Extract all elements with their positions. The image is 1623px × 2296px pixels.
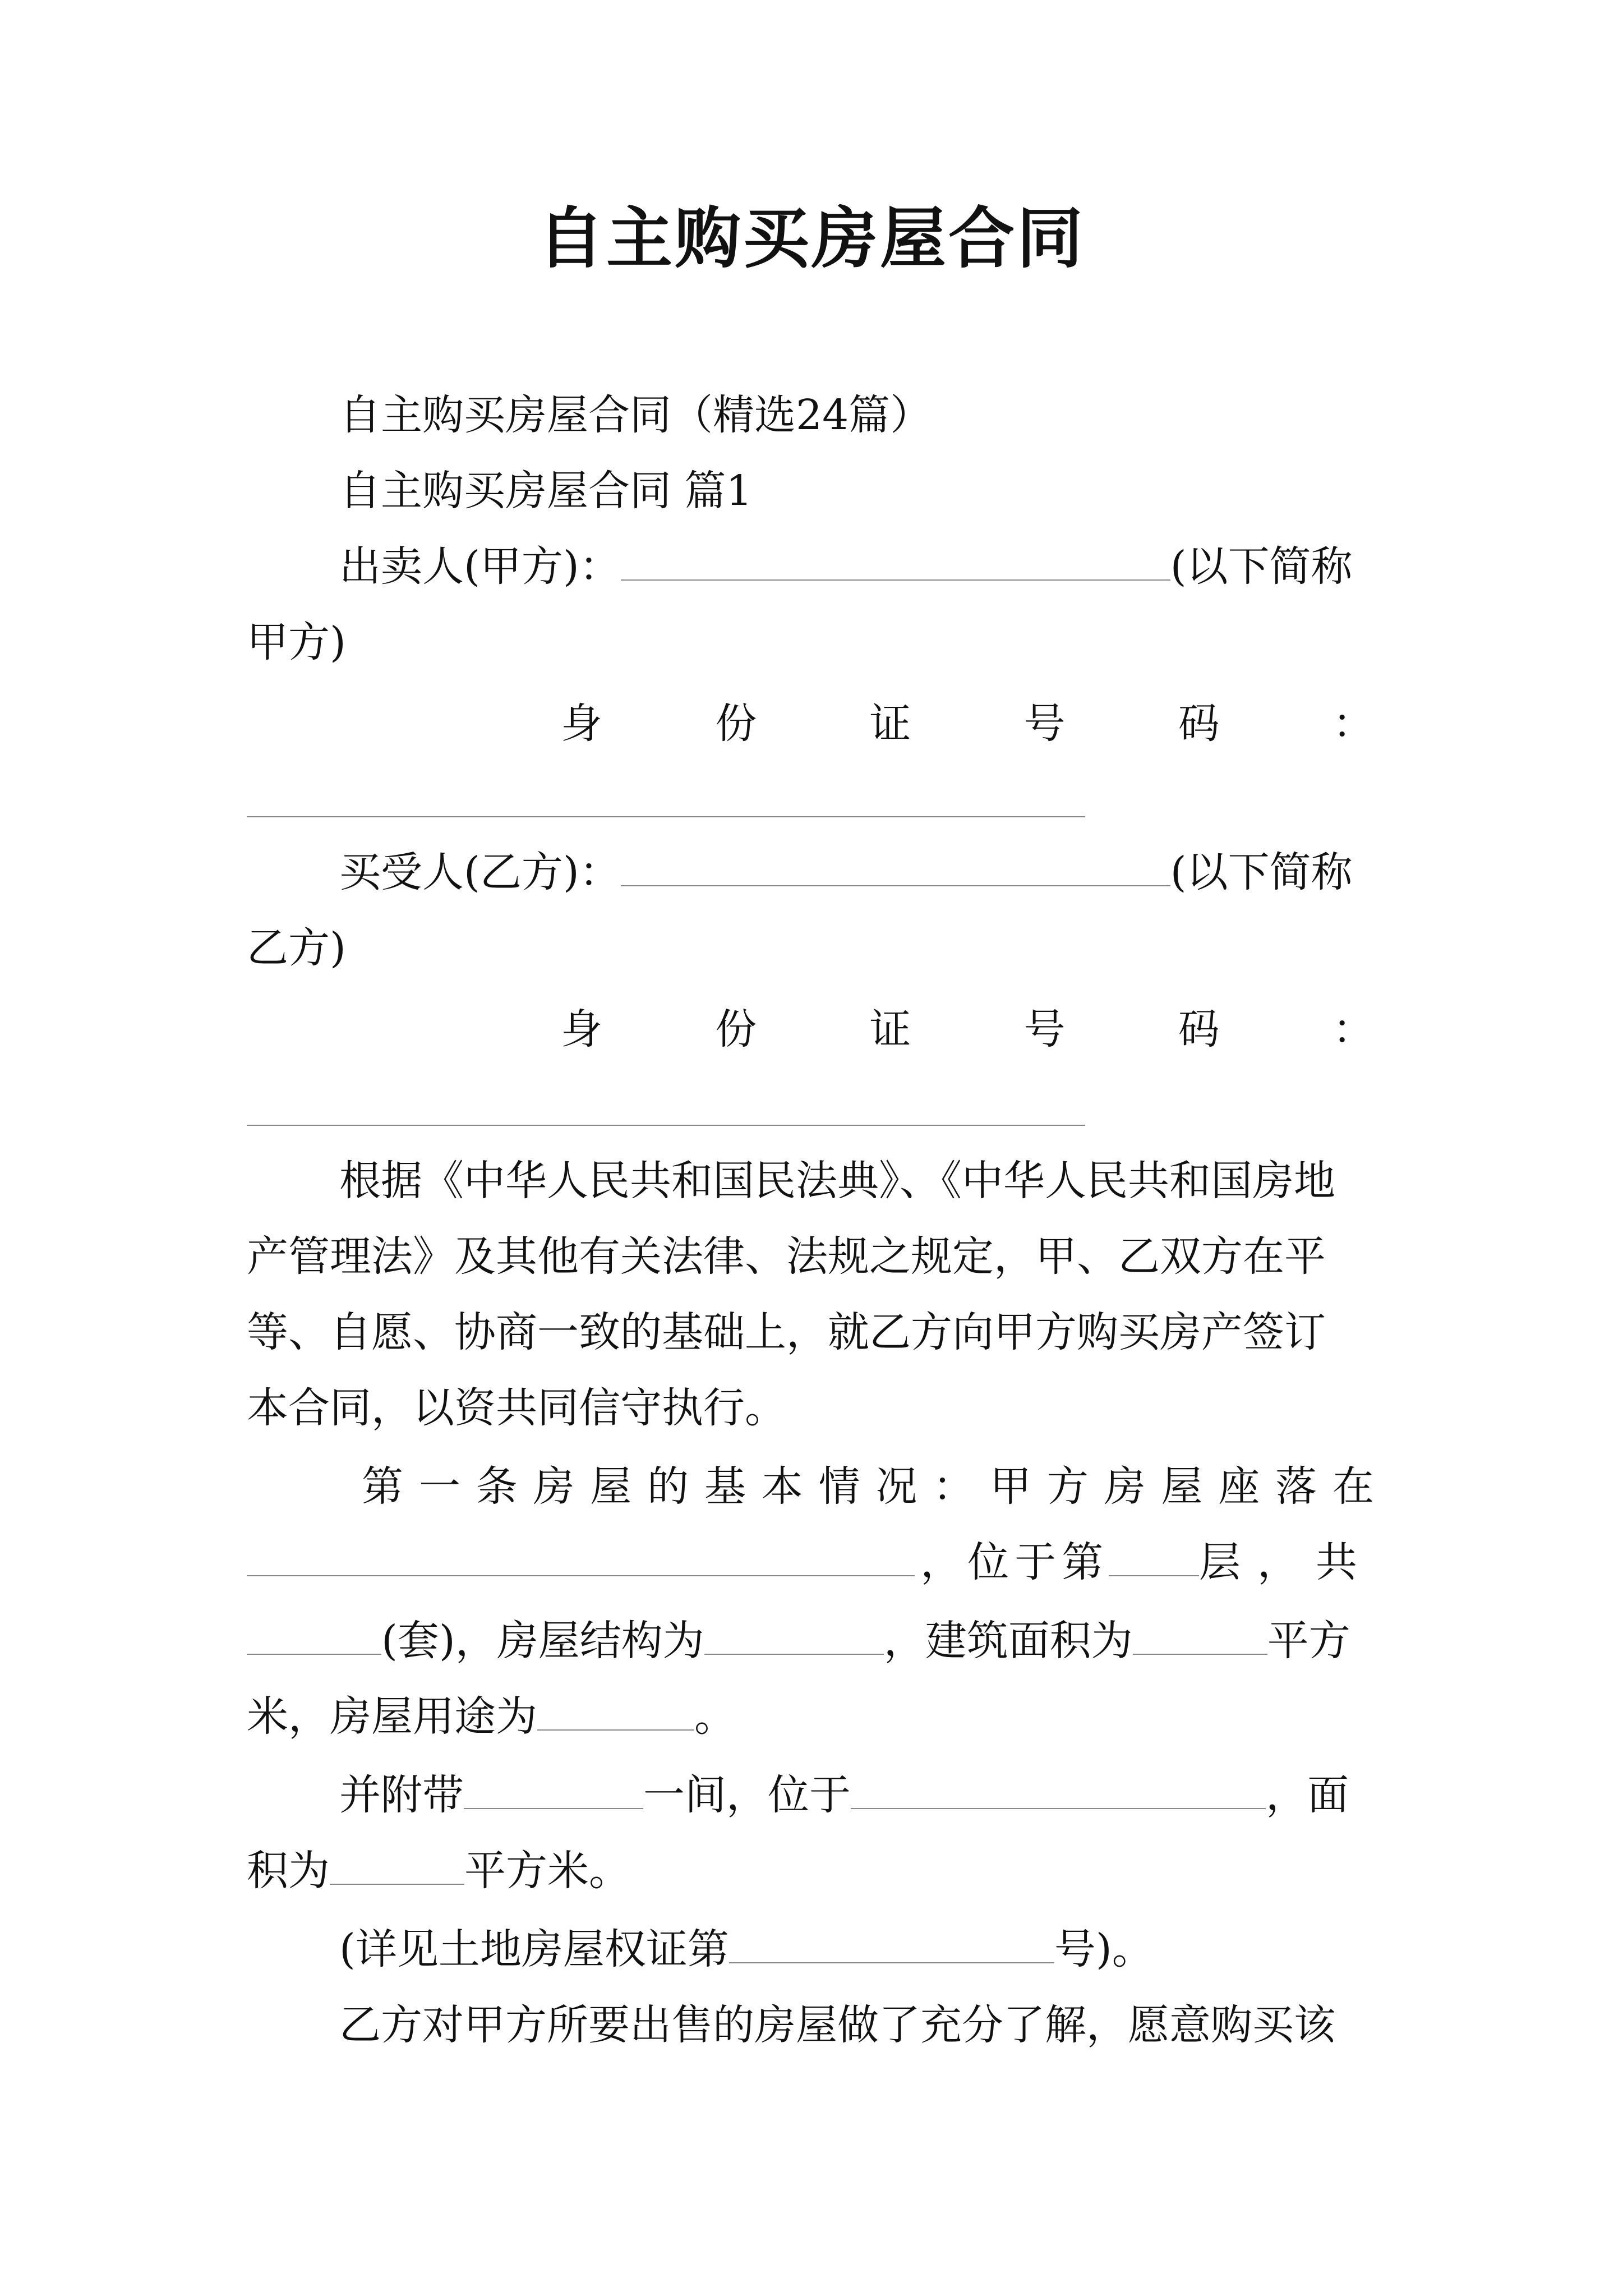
- id-label-char: 码: [1178, 1005, 1220, 1053]
- article1-floor-suffix: 层，共: [1199, 1538, 1374, 1586]
- id-label-char: 身: [561, 1005, 602, 1053]
- buyer-line: [339, 844, 1353, 900]
- article1-area-label: ，建筑面积为: [883, 1617, 1133, 1665]
- section-heading: 自主购买房屋合同 篇1: [339, 467, 753, 515]
- seller-suffix-cont: 甲方): [247, 618, 346, 666]
- units-blank[interactable]: [247, 1614, 381, 1655]
- usage-blank[interactable]: [537, 1690, 694, 1731]
- article1-line-4: [247, 1688, 736, 1745]
- article1-floor-prefix: ，位于第: [920, 1538, 1109, 1586]
- document-title: 自主购买房屋合同: [537, 200, 1085, 277]
- annex-item-blank[interactable]: [464, 1769, 643, 1809]
- basis-line-4: 本合同，以资共同信守执行。: [247, 1384, 786, 1432]
- annex-line-2: [247, 1843, 630, 1899]
- structure-blank[interactable]: [704, 1614, 884, 1655]
- id-label-char: 号: [1023, 700, 1066, 748]
- basis-line-3: 等、自愿、协商一致的基础上，就乙方向甲方购买房产签订: [247, 1308, 1326, 1356]
- seller-id-label: [561, 696, 1374, 752]
- buyer-suffix-cont: 乙方): [247, 924, 346, 972]
- id-label-char: ：: [1332, 700, 1374, 748]
- cert-number-blank[interactable]: [729, 1923, 1054, 1963]
- area-blank[interactable]: [1133, 1614, 1267, 1655]
- annex-area-unit: 平方米。: [464, 1847, 630, 1895]
- article1-line-2: [247, 1534, 1374, 1590]
- article1-usage-end: 。: [694, 1692, 736, 1741]
- id-label-char: 份: [715, 1005, 757, 1053]
- floor-blank[interactable]: [1109, 1536, 1199, 1576]
- cert-prefix: (详见土地房屋权证第: [339, 1925, 729, 1973]
- id-label-char: 份: [715, 700, 757, 748]
- article1-structure-label: (套)，房屋结构为: [381, 1617, 704, 1665]
- basis-line-2: 产管理法》及其他有关法律、法规之规定，甲、乙双方在平: [247, 1232, 1326, 1281]
- cert-line: [339, 1921, 1154, 1977]
- annex-area-prefix: 积为: [247, 1847, 330, 1895]
- basis-line-1: 根据《中华人民共和国民法典》、《中华人民共和国房地: [339, 1157, 1335, 1205]
- location-blank[interactable]: [247, 1536, 915, 1576]
- seller-id-blank[interactable]: [247, 816, 1085, 817]
- buyer-id-label: [561, 1001, 1374, 1057]
- annex-prefix: 并附带: [339, 1771, 464, 1819]
- subtitle: 自主购买房屋合同（精选24篇）: [339, 391, 932, 439]
- annex-area-label: ，面: [1266, 1771, 1349, 1819]
- seller-label: 出卖人(甲方)：: [339, 542, 621, 591]
- id-label-char: 号: [1023, 1005, 1066, 1053]
- article1-line-1: 第一条房屋的基本情况：甲方房屋座落在: [362, 1462, 1374, 1511]
- id-label-char: 证: [869, 1005, 911, 1053]
- last-line: 乙方对甲方所要出售的房屋做了充分了解，愿意购买该: [339, 2001, 1335, 2049]
- buyer-name-blank[interactable]: [621, 846, 1170, 886]
- cert-suffix: 号)。: [1054, 1925, 1154, 1973]
- annex-line-1: [339, 1767, 1349, 1823]
- id-label-char: 码: [1178, 700, 1220, 748]
- annex-location-label: 一间，位于: [643, 1771, 851, 1819]
- seller-name-blank[interactable]: [621, 540, 1170, 581]
- article1-usage-label: 米，房屋用途为: [247, 1692, 537, 1741]
- annex-area-blank[interactable]: [330, 1844, 464, 1885]
- seller-line: [339, 539, 1353, 595]
- buyer-id-blank[interactable]: [247, 1125, 1085, 1126]
- seller-suffix: (以下简称: [1170, 542, 1353, 591]
- article1-area-unit: 平方: [1267, 1617, 1350, 1665]
- article1-line-3: [247, 1613, 1350, 1669]
- id-label-char: 身: [561, 700, 602, 748]
- id-label-char: ：: [1332, 1005, 1374, 1053]
- annex-location-blank[interactable]: [851, 1769, 1266, 1809]
- buyer-suffix: (以下简称: [1170, 848, 1353, 896]
- id-label-char: 证: [869, 700, 911, 748]
- buyer-label: 买受人(乙方)：: [339, 848, 621, 896]
